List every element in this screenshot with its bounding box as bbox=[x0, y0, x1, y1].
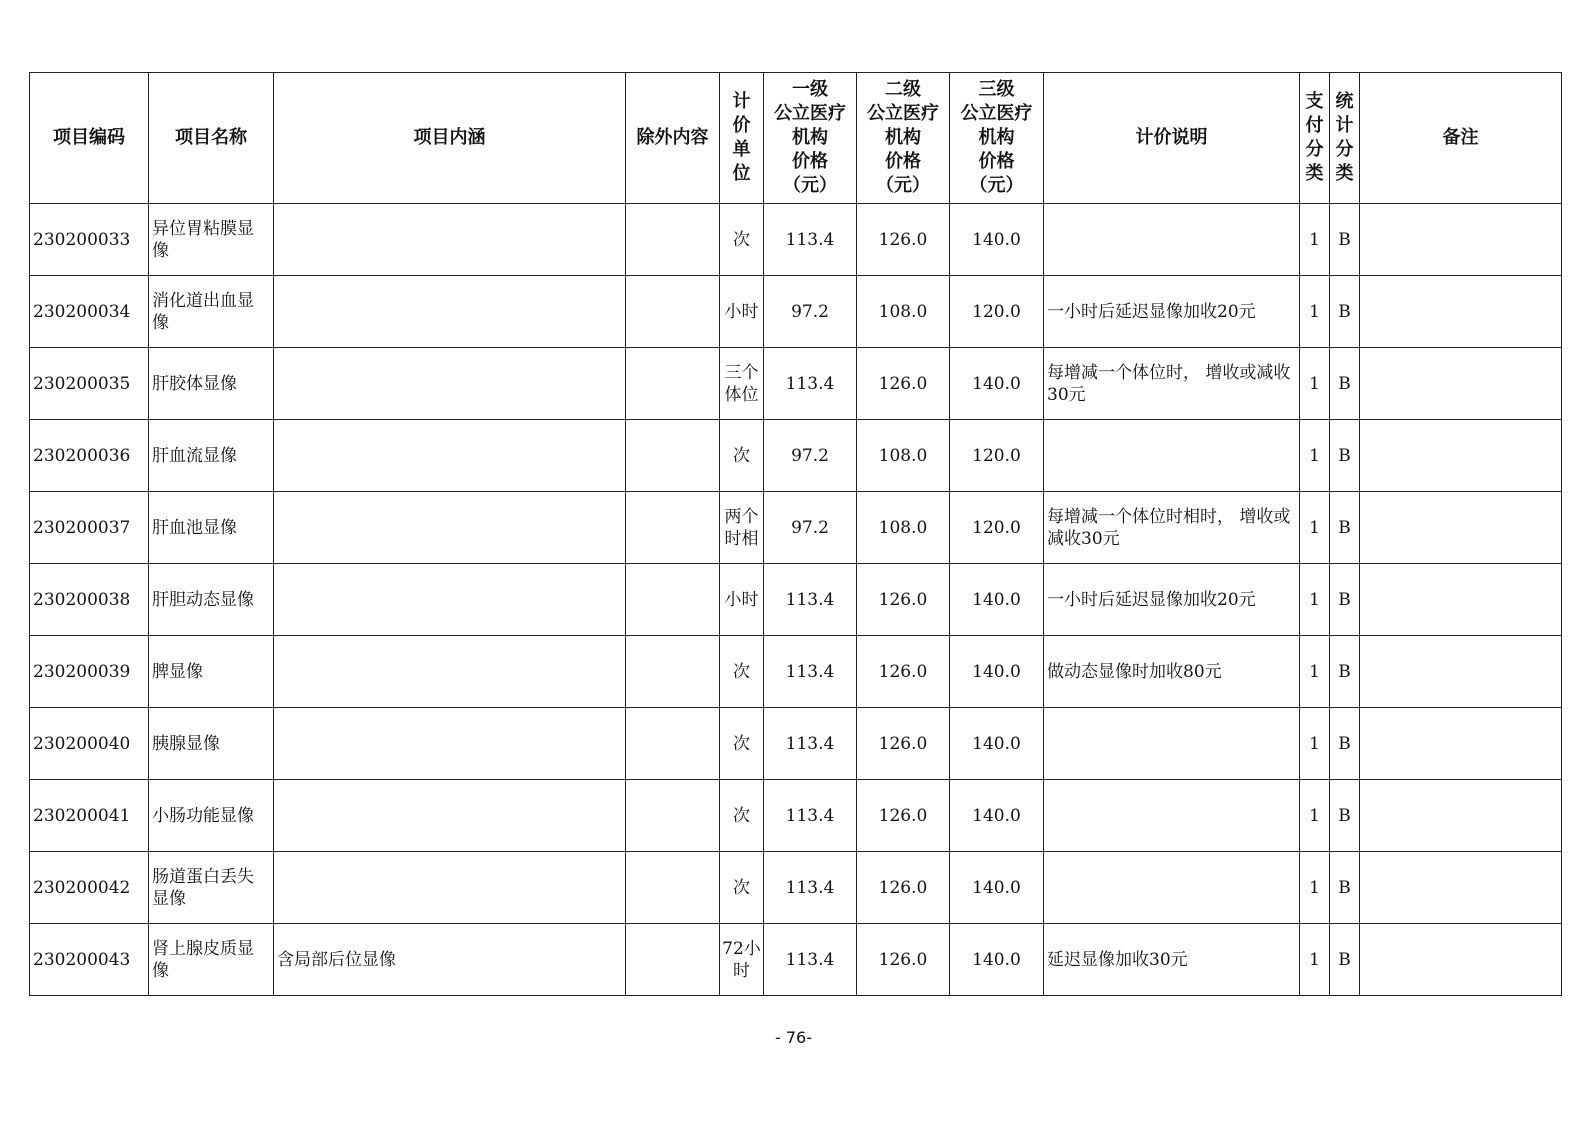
cell-remarks bbox=[1360, 276, 1562, 348]
cell-unit: 次 bbox=[720, 420, 764, 492]
cell-pricing-note bbox=[1044, 780, 1300, 852]
table-row bbox=[30, 348, 1562, 420]
cell-price-level2: 126.0 bbox=[857, 348, 950, 420]
header-name: 项目名称 bbox=[149, 73, 274, 204]
cell-exclusions bbox=[626, 564, 720, 636]
cell-unit: 次 bbox=[720, 204, 764, 276]
cell-name: 小肠功能显像 bbox=[149, 780, 274, 852]
cell-price-level2: 126.0 bbox=[857, 924, 950, 996]
header-code: 项目编码 bbox=[30, 73, 149, 204]
cell-exclusions bbox=[626, 852, 720, 924]
cell-name: 肠道蛋白丢失显像 bbox=[149, 852, 274, 924]
cell-payment-class: 1 bbox=[1300, 780, 1330, 852]
cell-price-level3: 140.0 bbox=[950, 852, 1044, 924]
cell-stat-class: B bbox=[1330, 708, 1360, 780]
table-row bbox=[30, 204, 1562, 276]
cell-price-level1: 113.4 bbox=[764, 564, 857, 636]
cell-exclusions bbox=[626, 348, 720, 420]
page-number: - 76- bbox=[775, 1028, 812, 1047]
cell-content bbox=[274, 636, 626, 708]
cell-price-level3: 140.0 bbox=[950, 708, 1044, 780]
cell-price-level1: 97.2 bbox=[764, 492, 857, 564]
cell-exclusions bbox=[626, 420, 720, 492]
cell-price-level3: 120.0 bbox=[950, 276, 1044, 348]
cell-price-level2: 126.0 bbox=[857, 852, 950, 924]
cell-code: 230200034 bbox=[30, 276, 149, 348]
table-row bbox=[30, 636, 1562, 708]
cell-price-level1: 113.4 bbox=[764, 708, 857, 780]
cell-price-level3: 120.0 bbox=[950, 420, 1044, 492]
header-pricing-note: 计价说明 bbox=[1044, 73, 1300, 204]
cell-stat-class: B bbox=[1330, 636, 1360, 708]
cell-content: 含局部后位显像 bbox=[274, 924, 626, 996]
price-table bbox=[29, 72, 1562, 996]
header-content: 项目内涵 bbox=[274, 73, 626, 204]
cell-pricing-note: 每增减一个体位时相时， 增收或减收30元 bbox=[1044, 492, 1300, 564]
cell-price-level1: 113.4 bbox=[764, 348, 857, 420]
cell-content bbox=[274, 780, 626, 852]
table-row bbox=[30, 924, 1562, 996]
cell-payment-class: 1 bbox=[1300, 420, 1330, 492]
cell-code: 230200037 bbox=[30, 492, 149, 564]
cell-price-level2: 126.0 bbox=[857, 204, 950, 276]
cell-stat-class: B bbox=[1330, 276, 1360, 348]
cell-exclusions bbox=[626, 924, 720, 996]
cell-stat-class: B bbox=[1330, 492, 1360, 564]
cell-content bbox=[274, 204, 626, 276]
header-payment-class: 支 付 分 类 bbox=[1300, 73, 1330, 204]
cell-price-level1: 97.2 bbox=[764, 276, 857, 348]
header-price-level1: 一级 公立医疗 机构 价格 （元） bbox=[764, 73, 857, 204]
cell-pricing-note: 一小时后延迟显像加收20元 bbox=[1044, 276, 1300, 348]
cell-pricing-note: 每增减一个体位时， 增收或减收30元 bbox=[1044, 348, 1300, 420]
cell-payment-class: 1 bbox=[1300, 852, 1330, 924]
cell-name: 胰腺显像 bbox=[149, 708, 274, 780]
cell-pricing-note: 一小时后延迟显像加收20元 bbox=[1044, 564, 1300, 636]
cell-content bbox=[274, 492, 626, 564]
cell-price-level1: 113.4 bbox=[764, 780, 857, 852]
cell-payment-class: 1 bbox=[1300, 708, 1330, 780]
header-remarks: 备注 bbox=[1360, 73, 1562, 204]
cell-unit: 72小时 bbox=[720, 924, 764, 996]
cell-remarks bbox=[1360, 780, 1562, 852]
cell-price-level3: 140.0 bbox=[950, 564, 1044, 636]
cell-stat-class: B bbox=[1330, 564, 1360, 636]
cell-payment-class: 1 bbox=[1300, 564, 1330, 636]
cell-exclusions bbox=[626, 204, 720, 276]
cell-price-level2: 108.0 bbox=[857, 276, 950, 348]
cell-code: 230200040 bbox=[30, 708, 149, 780]
cell-price-level2: 126.0 bbox=[857, 564, 950, 636]
cell-stat-class: B bbox=[1330, 780, 1360, 852]
cell-stat-class: B bbox=[1330, 204, 1360, 276]
cell-name: 肝胶体显像 bbox=[149, 348, 274, 420]
cell-code: 230200043 bbox=[30, 924, 149, 996]
cell-unit: 次 bbox=[720, 636, 764, 708]
header-exclusions: 除外内容 bbox=[626, 73, 720, 204]
cell-stat-class: B bbox=[1330, 852, 1360, 924]
cell-price-level3: 140.0 bbox=[950, 204, 1044, 276]
cell-unit: 次 bbox=[720, 852, 764, 924]
cell-payment-class: 1 bbox=[1300, 348, 1330, 420]
cell-content bbox=[274, 564, 626, 636]
cell-code: 230200042 bbox=[30, 852, 149, 924]
cell-unit: 小时 bbox=[720, 276, 764, 348]
cell-exclusions bbox=[626, 492, 720, 564]
cell-exclusions bbox=[626, 636, 720, 708]
cell-pricing-note bbox=[1044, 204, 1300, 276]
cell-content bbox=[274, 420, 626, 492]
cell-name: 肝血池显像 bbox=[149, 492, 274, 564]
cell-exclusions bbox=[626, 276, 720, 348]
cell-content bbox=[274, 708, 626, 780]
cell-price-level2: 126.0 bbox=[857, 780, 950, 852]
cell-price-level1: 113.4 bbox=[764, 204, 857, 276]
table-row bbox=[30, 564, 1562, 636]
cell-price-level2: 108.0 bbox=[857, 420, 950, 492]
cell-stat-class: B bbox=[1330, 924, 1360, 996]
cell-name: 消化道出血显像 bbox=[149, 276, 274, 348]
cell-stat-class: B bbox=[1330, 420, 1360, 492]
cell-price-level1: 97.2 bbox=[764, 420, 857, 492]
table-row bbox=[30, 276, 1562, 348]
table-row bbox=[30, 708, 1562, 780]
table-row bbox=[30, 852, 1562, 924]
header-price-level3: 三级 公立医疗 机构 价格 （元） bbox=[950, 73, 1044, 204]
cell-price-level3: 140.0 bbox=[950, 780, 1044, 852]
header-price-level2: 二级 公立医疗 机构 价格 （元） bbox=[857, 73, 950, 204]
cell-price-level3: 140.0 bbox=[950, 348, 1044, 420]
cell-remarks bbox=[1360, 636, 1562, 708]
cell-code: 230200035 bbox=[30, 348, 149, 420]
cell-unit: 小时 bbox=[720, 564, 764, 636]
cell-code: 230200036 bbox=[30, 420, 149, 492]
cell-price-level1: 113.4 bbox=[764, 852, 857, 924]
cell-unit: 次 bbox=[720, 708, 764, 780]
cell-price-level3: 120.0 bbox=[950, 492, 1044, 564]
header-stat-class: 统 计 分 类 bbox=[1330, 73, 1360, 204]
cell-payment-class: 1 bbox=[1300, 492, 1330, 564]
cell-unit: 两个时相 bbox=[720, 492, 764, 564]
cell-price-level1: 113.4 bbox=[764, 924, 857, 996]
cell-price-level2: 126.0 bbox=[857, 636, 950, 708]
table-row bbox=[30, 420, 1562, 492]
cell-exclusions bbox=[626, 708, 720, 780]
cell-code: 230200033 bbox=[30, 204, 149, 276]
cell-content bbox=[274, 276, 626, 348]
cell-unit: 三个体位 bbox=[720, 348, 764, 420]
cell-content bbox=[274, 348, 626, 420]
cell-price-level2: 108.0 bbox=[857, 492, 950, 564]
cell-pricing-note: 延迟显像加收30元 bbox=[1044, 924, 1300, 996]
cell-pricing-note bbox=[1044, 420, 1300, 492]
cell-remarks bbox=[1360, 348, 1562, 420]
cell-remarks bbox=[1360, 492, 1562, 564]
cell-name: 脾显像 bbox=[149, 636, 274, 708]
cell-payment-class: 1 bbox=[1300, 204, 1330, 276]
cell-code: 230200041 bbox=[30, 780, 149, 852]
header-unit: 计 价 单 位 bbox=[720, 73, 764, 204]
table-row bbox=[30, 492, 1562, 564]
cell-price-level2: 126.0 bbox=[857, 708, 950, 780]
table-row bbox=[30, 780, 1562, 852]
cell-remarks bbox=[1360, 204, 1562, 276]
cell-code: 230200038 bbox=[30, 564, 149, 636]
cell-unit: 次 bbox=[720, 780, 764, 852]
cell-pricing-note bbox=[1044, 852, 1300, 924]
header-row bbox=[30, 73, 1562, 204]
cell-remarks bbox=[1360, 708, 1562, 780]
cell-price-level1: 113.4 bbox=[764, 636, 857, 708]
cell-code: 230200039 bbox=[30, 636, 149, 708]
cell-payment-class: 1 bbox=[1300, 636, 1330, 708]
cell-name: 异位胃粘膜显像 bbox=[149, 204, 274, 276]
table-body bbox=[30, 204, 1562, 996]
cell-payment-class: 1 bbox=[1300, 276, 1330, 348]
cell-exclusions bbox=[626, 780, 720, 852]
cell-pricing-note bbox=[1044, 708, 1300, 780]
cell-stat-class: B bbox=[1330, 348, 1360, 420]
cell-payment-class: 1 bbox=[1300, 924, 1330, 996]
cell-remarks bbox=[1360, 852, 1562, 924]
cell-remarks bbox=[1360, 564, 1562, 636]
cell-price-level3: 140.0 bbox=[950, 636, 1044, 708]
cell-remarks bbox=[1360, 420, 1562, 492]
cell-remarks bbox=[1360, 924, 1562, 996]
cell-name: 肝血流显像 bbox=[149, 420, 274, 492]
cell-name: 肾上腺皮质显像 bbox=[149, 924, 274, 996]
cell-name: 肝胆动态显像 bbox=[149, 564, 274, 636]
cell-content bbox=[274, 852, 626, 924]
cell-price-level3: 140.0 bbox=[950, 924, 1044, 996]
cell-pricing-note: 做动态显像时加收80元 bbox=[1044, 636, 1300, 708]
